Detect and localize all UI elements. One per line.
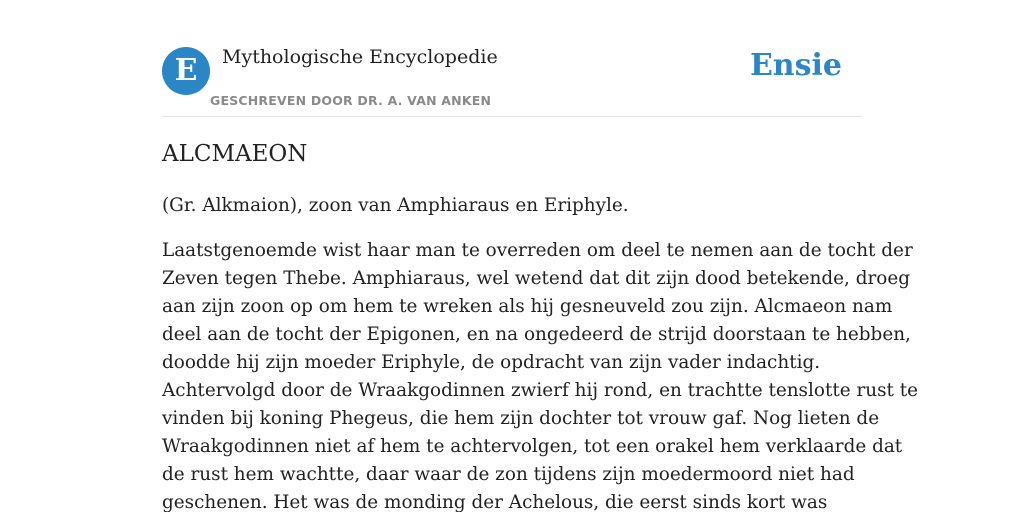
article-title: ALCMAEON bbox=[162, 141, 308, 167]
article-intro: (Gr. Alkmaion), zoon van Amphiaraus en Eriphyle. bbox=[162, 195, 629, 216]
article-body-line: Laatstgenoemde wist haar man te overreden om deel te nemen aan de tocht der bbox=[162, 240, 913, 261]
article-body-line: Wraakgodinnen niet af hem te achtervolgen, tot een orakel hem verklaarde dat bbox=[162, 436, 903, 457]
article-body-line: doodde hij zijn moeder Eriphyle, de opdracht van zijn vader indachtig. bbox=[162, 352, 821, 373]
article-body-line: geschenen. Het was de monding der Achelous, die eerst sinds kort was bbox=[162, 492, 828, 512]
article-body-line: Zeven tegen Thebe. Amphiaraus, wel wetend dat dit zijn dood betekende, droeg bbox=[162, 268, 911, 289]
article bbox=[162, 138, 919, 512]
article-body-line: Achtervolgd door de Wraakgodinnen zwierf hij rond, en trachtte tenslotte rust te bbox=[162, 380, 919, 401]
encyclopedia-title-link[interactable]: Mythologische Encyclopedie bbox=[222, 46, 498, 68]
encyclopedia-logo[interactable]: E bbox=[162, 47, 210, 95]
article-body bbox=[162, 237, 919, 512]
article-body-line: vinden bij koning Phegeus, die hem zijn dochter tot vrouw gaf. Nog lieten de bbox=[162, 408, 880, 429]
article-body-line: de rust hem wachtte, daar waar de zon tijdens zijn moedermoord niet had bbox=[162, 464, 855, 485]
author-byline: GESCHREVEN DOOR DR. A. VAN ANKEN bbox=[210, 93, 492, 108]
article-body-line: deel aan de tocht der Epigonen, en na ongedeerd de strijd doorstaan te hebben, bbox=[162, 324, 911, 345]
article-body-line: aan zijn zoon op om hem te wreken als hij gesneuveld zou zijn. Alcmaeon nam bbox=[162, 296, 893, 317]
site-header bbox=[162, 46, 862, 117]
ensie-brand-logo[interactable]: Ensie bbox=[749, 48, 842, 83]
